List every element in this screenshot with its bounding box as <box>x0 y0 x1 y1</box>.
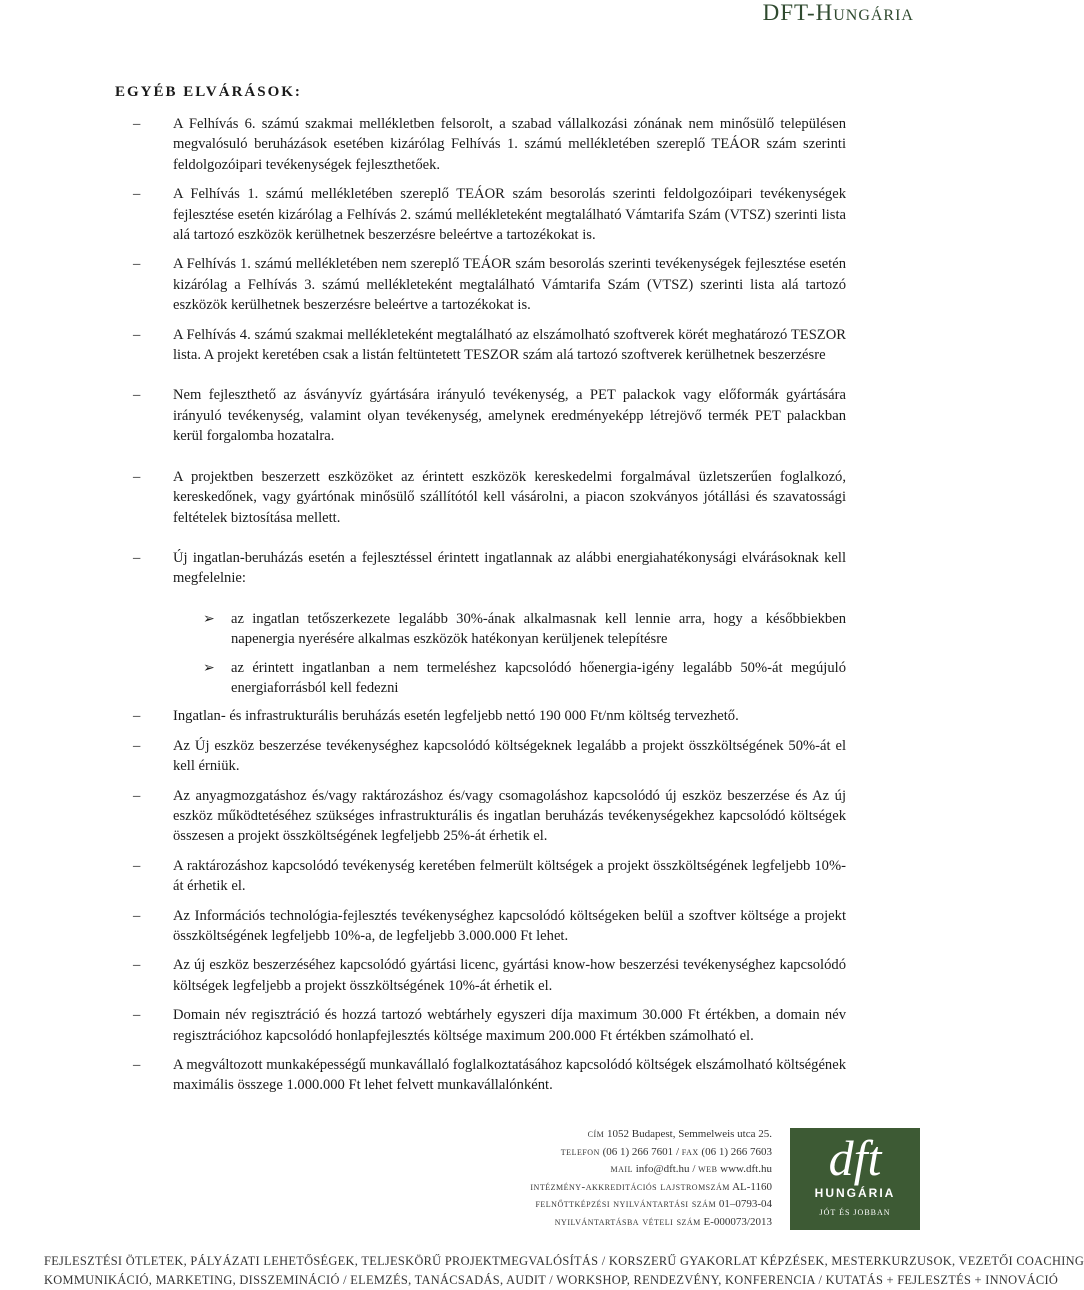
mail-link[interactable]: info@dft.hu <box>635 1163 690 1176</box>
dash-marker: – <box>133 116 141 132</box>
arrow-bullet-icon: ➢ <box>203 659 215 676</box>
registration-label: nyilvántartásba vételi szám <box>554 1215 701 1228</box>
dash-marker: – <box>133 186 141 203</box>
dash-marker: – <box>133 957 141 974</box>
list-item-text: A Felhívás 6. számú szakmai mellékletben felsorolt, a szabad vállalkozási zónának nem minősülő településen megvalósuló beruházások esetében kizárólag Felhívás 1. számú mellékletében szereplő TEÁOR szám szerinti feldolgozóipari tevékenységek fejleszthetőek. <box>173 116 846 173</box>
list-item-text: A megváltozott munkaképességű munkavállaló foglalkoztatásához kapcsolódó költségek elszámolható költségének maximális összege 1.000.000 Ft lehet felvett munkavállalónként. <box>173 1057 846 1094</box>
list-item <box>133 184 846 245</box>
list-item-text: Nem fejleszthető az ásványvíz gyártására irányuló tevékenység, a PET palackok vagy előformák gyártására irányuló tevékenység, valamint olyan tevékenység, amelynek eredményeképp létrejövő termék PET palackban kerül forgalomba hozatalra. <box>173 387 846 445</box>
list-item <box>133 856 846 897</box>
dash-marker: – <box>133 468 141 485</box>
list-item <box>133 467 846 528</box>
phone-value: (06 1) 266 7601 <box>602 1145 674 1158</box>
list-item <box>133 325 846 366</box>
contact-block <box>530 1126 772 1232</box>
brand-title: DFT-Hungária <box>762 0 914 25</box>
list-item <box>133 1005 846 1046</box>
dash-marker: – <box>133 387 141 404</box>
arrow-bullet-icon: ➢ <box>203 610 215 627</box>
list-item-text: Domain név regisztráció és hozzá tartozó webtárhely egyszeri díja maximum 30.000 Ft értékben, a domain név regisztrációhoz kapcsolódó honlapfejlesztés költsége maximum 200.000 Ft értékben számolható el. <box>173 1007 846 1044</box>
dash-marker: – <box>133 256 141 273</box>
logo-country: HUNGÁRIA <box>814 1186 896 1200</box>
fax-value: (06 1) 266 7603 <box>701 1145 772 1158</box>
sub-list-item <box>173 609 846 650</box>
accreditation-line <box>530 1179 772 1197</box>
requirements-list <box>133 114 846 1105</box>
adult-education-line <box>530 1196 772 1214</box>
list-item-text: Az új eszköz beszerzéséhez kapcsolódó gyártási licenc, gyártási know-how beszerzési tevékenységhez kapcsolódó költségek legfeljebb a projekt összköltségének 10%-át érhetik el. <box>173 957 846 994</box>
dash-marker: – <box>133 326 141 343</box>
list-item <box>133 786 846 847</box>
logo-motto: JÓT ÉS JOBBAN <box>819 1208 891 1217</box>
logo-mark: dft <box>828 1130 882 1186</box>
sub-list-item <box>173 658 846 699</box>
registration-line <box>530 1214 772 1232</box>
dash-marker: – <box>133 708 141 725</box>
dash-marker: – <box>133 787 141 804</box>
list-item <box>133 706 846 726</box>
list-item <box>133 1055 846 1096</box>
list-item-text: Az anyagmozgatáshoz és/vagy raktározáshoz és/vagy csomagoláshoz kapcsolódó új eszköz beszerzése és Az új eszköz működtetéséhez szükséges infrastrukturális és ingatlan beruházás tevékenységekhez kapcsolódó költségek összesen a projekt összköltségének legfeljebb 25%-át érhetik el. <box>173 787 846 845</box>
footer-line-2: KOMMUNIKÁCIÓ, MARKETING, DISSZEMINÁCIÓ / ELEMZÉS, TANÁCSADÁS, AUDIT / WORKSHOP, RENDEZVÉNY, KONFERENCIA / KUTATÁS + FEJLESZTÉS + INNOVÁCIÓ <box>44 1273 1059 1287</box>
list-item-text: Új ingatlan-beruházás esetén a fejlesztéssel érintett ingatlannak az alábbi energiahatékonysági elvárásoknak kell megfelelnie: <box>173 549 846 587</box>
list-item-text: A projektben beszerzett eszközöket az érintett eszközök kereskedelmi forgalmával üzletszerűen foglalkozó, kereskedőnek, vagy gyártónak minősülő szállítótól kell vásárolni, a piacon szokványos jótállási és szavatossági feltételek biztosítása mellett. <box>173 468 846 526</box>
list-item-text: A Felhívás 4. számú szakmai mellékleteként megtalálható az elszámolható szoftverek körét meghatározó TESZOR lista. A projekt keretében csak a listán feltüntetett TESZOR szám alá tartozó szoftverek kerülhetnek beszerzésre <box>173 326 846 364</box>
list-item-text: A Felhívás 1. számú mellékletében nem szereplő TEÁOR szám besorolás szerinti tevékenységek fejlesztése esetén kizárólag a Felhívás 3. számú mellékleteként megtalálható Vámtarifa Szám (VTSZ) szerinti lista alá tartozó eszközök kerülhetnek beszerzésre beleértve a tartozékokat is. <box>173 256 846 314</box>
dash-marker: – <box>133 1007 141 1024</box>
accreditation-value: AL-1160 <box>732 1180 772 1193</box>
dft-logo <box>790 1128 920 1230</box>
dash-marker: – <box>133 1057 141 1074</box>
list-item <box>133 254 846 315</box>
sub-list-item-text: az ingatlan tetőszerkezete legalább 30%-ának alkalmasnak kell lennie arra, hogy a későbbiekben napenergia nyerésére alkalmas eszközök hatékonyan kerüljenek telepítésre <box>231 610 846 648</box>
mail-web-line <box>530 1161 772 1179</box>
list-item <box>133 548 846 589</box>
adult-education-value: 01–0793-04 <box>718 1198 772 1211</box>
list-item <box>133 385 846 446</box>
list-item <box>133 736 846 777</box>
list-item <box>133 906 846 947</box>
separator: / <box>675 1145 679 1158</box>
list-item-text: A Felhívás 1. számú mellékletében szereplő TEÁOR szám besorolás szerinti feldolgozóipari tevékenységek fejlesztése esetén kizárólag a Felhívás 2. számú mellékleteként megtalálható Vámtarifa Szám (VTSZ) szerinti lista alá tartozó eszközök kerülhetnek beszerzésre beleértve a tartozékokat is. <box>173 186 846 244</box>
mail-label: mail <box>610 1163 633 1176</box>
address-label: cím <box>587 1128 605 1140</box>
list-item-text: Ingatlan- és infrastrukturális beruházás esetén legfeljebb nettó 190 000 Ft/nm költség tervezhető. <box>173 708 739 725</box>
web-link[interactable]: www.dft.hu <box>720 1163 772 1176</box>
dash-marker: – <box>133 549 141 566</box>
footer-services <box>44 1252 1084 1290</box>
list-item <box>133 955 846 996</box>
phone-label: telefon <box>560 1145 600 1158</box>
accreditation-label: intézmény-akkreditációs lajstromszám <box>530 1180 730 1193</box>
list-item-text: A raktározáshoz kapcsolódó tevékenység keretében felmerült költségek a projekt összköltségének legfeljebb 10%-át érhetik el. <box>173 857 846 895</box>
list-item <box>133 114 846 175</box>
adult-education-label: felnőttképzési nyilvántartási szám <box>535 1198 717 1211</box>
phone-line <box>530 1144 772 1162</box>
list-item-text: Az Információs technológia-fejlesztés tevékenységhez kapcsolódó költségeken belül a szoftver költsége a projekt összköltségének legfeljebb 10%-a, de legfeljebb 3.000.000 Ft lehet. <box>173 907 846 944</box>
address-line <box>530 1126 772 1144</box>
registration-value: E-000073/2013 <box>703 1215 772 1228</box>
dash-marker: – <box>133 737 141 754</box>
dash-marker: – <box>133 907 141 924</box>
web-label: web <box>698 1163 718 1176</box>
section-heading: EGYÉB ELVÁRÁSOK: <box>115 84 302 100</box>
sub-list-item-text: az érintett ingatlanban a nem termeléshez kapcsolódó hőenergia-igény legalább 50%-át megújuló energiaforrásból kell fedezni <box>231 659 846 696</box>
list-item-text: Az Új eszköz beszerzése tevékenységhez kapcsolódó költségeknek legalább a projekt összköltségének 50%-át el kell érniük. <box>173 737 846 775</box>
dash-marker: – <box>133 857 141 874</box>
fax-label: fax <box>681 1145 699 1158</box>
address-value: 1052 Budapest, Semmelweis utca 25. <box>607 1128 772 1140</box>
separator: / <box>692 1163 696 1176</box>
footer-line-1: FEJLESZTÉSI ÖTLETEK, PÁLYÁZATI LEHETŐSÉGEK, TELJESKÖRŰ PROJEKTMEGVALÓSÍTÁS / KORSZERŰ GYAKORLAT KÉPZÉSEK, MESTERKURZUSOK, VEZETŐI COACHING <box>44 1254 1084 1268</box>
